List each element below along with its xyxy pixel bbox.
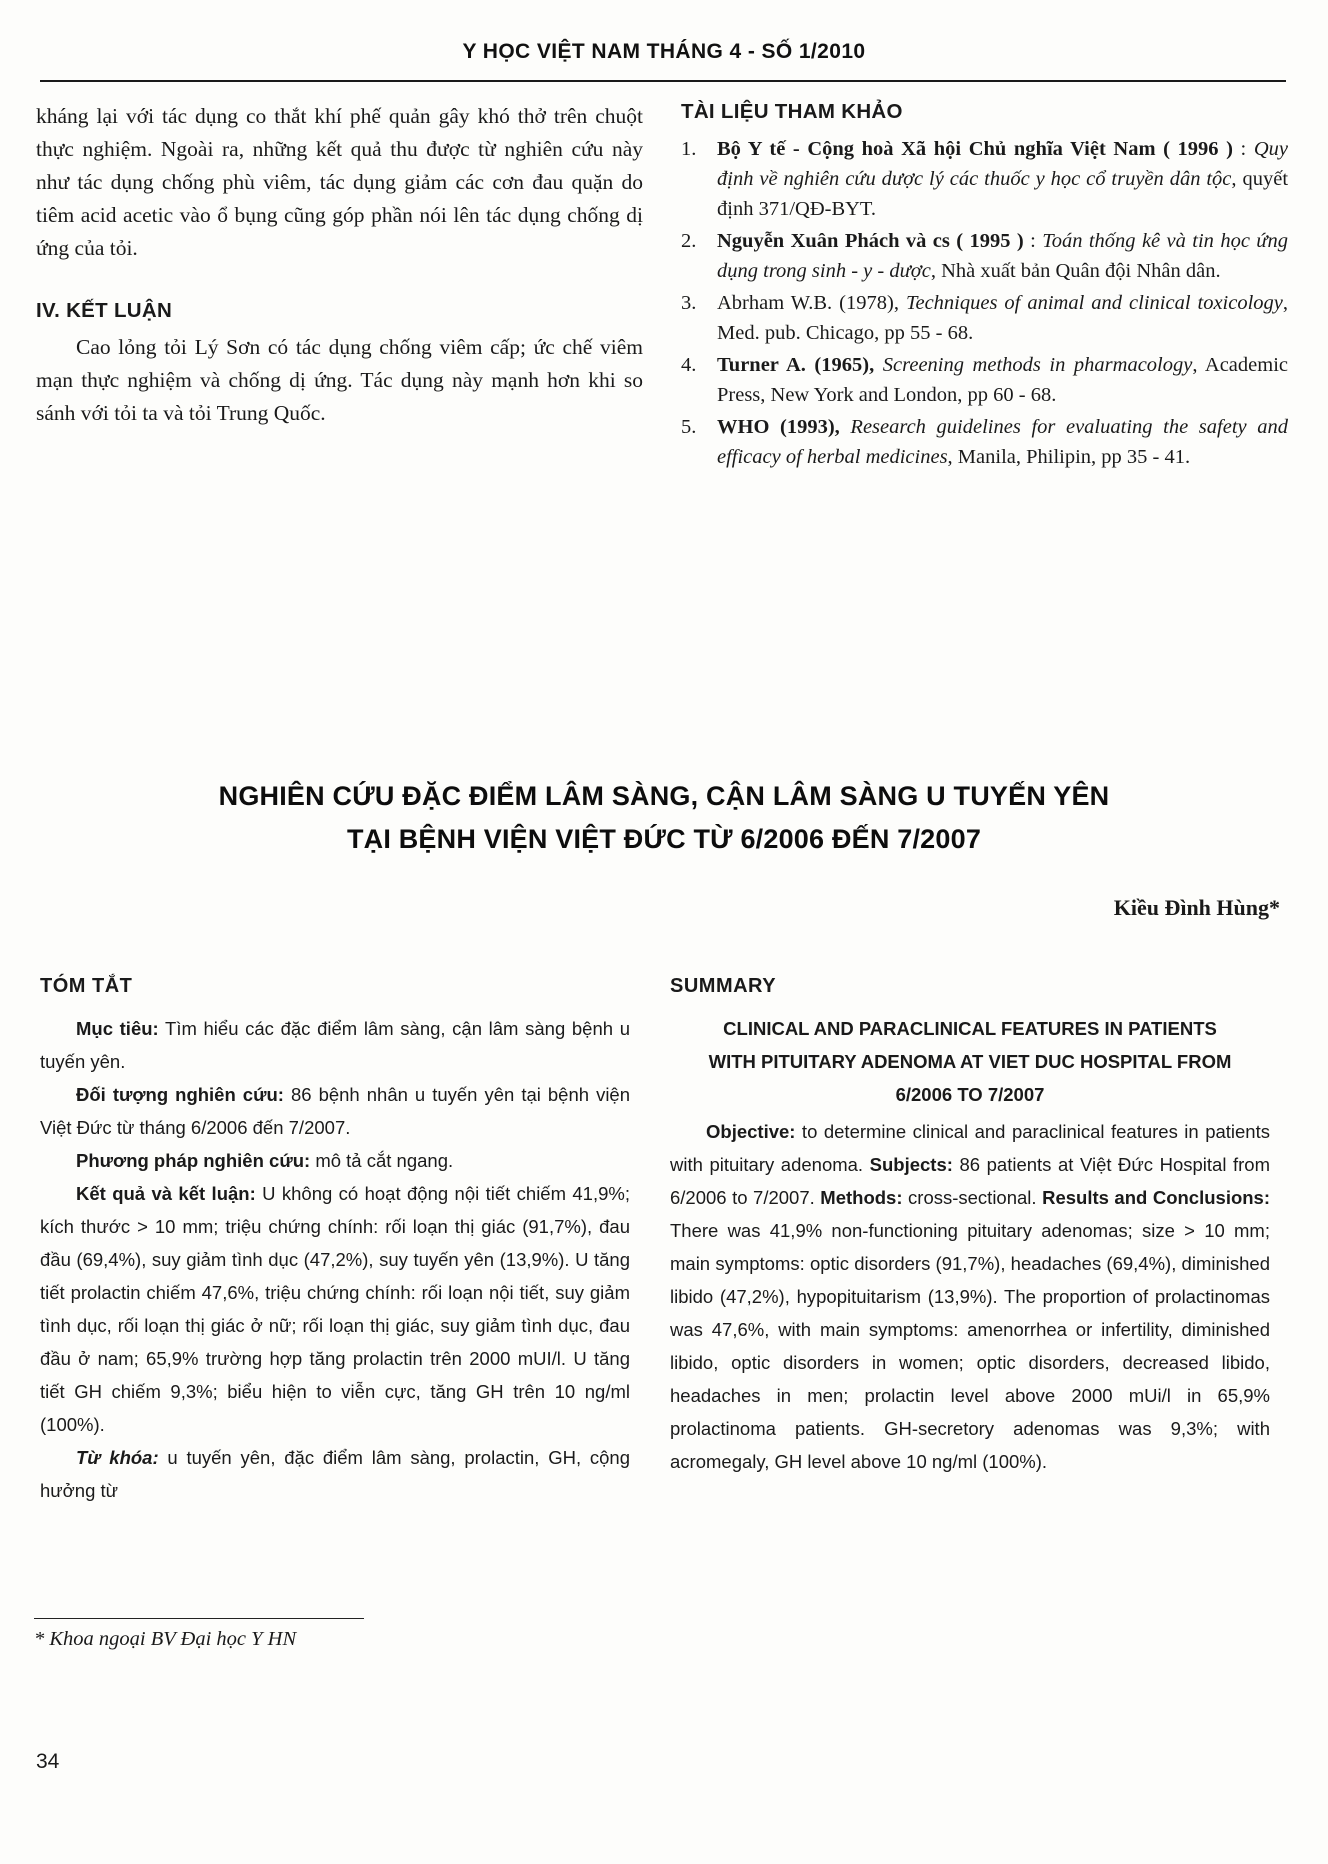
reference-rest: , Med. pub. Chicago, pp 55 - 68. xyxy=(717,292,1289,344)
abstract-en-paragraph xyxy=(670,1115,1270,1478)
abstract-vi-results-text: U không có hoạt động nội tiết chiếm 41,9%; kích thước > 10 mm; triệu chứng chính: rối loạn thị giác (91,7%), đau đầu (69,4%), suy giảm tình dục (47,2%), suy tuyến yên (13,9%). U tăng tiết prolactin chiếm 47,6%, triệu chứng chính: rối loạn nội tiết, suy giảm tình dục, rối loạn thị giác ở nữ; rối loạn thị giác, suy giảm tình dục, đau đầu ở nam; 65,9% trường hợp tăng prolactin trên 2000 mUI/l. U tăng tiết GH chiếm 9,3%; biểu hiện to viễn cực, tăng GH trên 10 ng/ml (100%). xyxy=(40,1183,630,1435)
continued-paragraph-block xyxy=(36,100,643,265)
reference-separator: : xyxy=(1023,230,1043,252)
reference-title: Research guidelines for evaluating the safety and efficacy of herbal medicines xyxy=(717,416,1288,468)
reference-rest: , quyết định 371/QĐ-BYT. xyxy=(717,168,1289,220)
article-title-line-1: NGHIÊN CỨU ĐẶC ĐIỂM LÂM SÀNG, CẬN LÂM SÀNG U TUYẾN YÊN xyxy=(218,781,1110,811)
reference-authors: Turner A. (1965), xyxy=(717,354,875,376)
abstract-vi-subjects-label: Đối tượng nghiên cứu: xyxy=(76,1084,284,1105)
abstract-en-subjects-text: 86 patients at Việt Đức Hospital from 6/2006 to 7/2007. xyxy=(670,1154,1270,1208)
reference-separator xyxy=(899,292,906,314)
conclusion-heading: IV. KẾT LUẬN xyxy=(36,299,173,322)
reference-authors: WHO (1993), xyxy=(717,416,840,438)
abstract-vi-subjects xyxy=(40,1078,630,1144)
reference-separator xyxy=(874,354,883,376)
reference-title: Toán thống kê và tin học ứng dụng trong sinh - y - dược xyxy=(717,230,1288,282)
page-number: 34 xyxy=(36,1750,60,1773)
reference-separator xyxy=(840,416,851,438)
footnote-divider xyxy=(34,1618,364,1619)
abstract-vi-objective-text: Tìm hiểu các đặc điểm lâm sàng, cận lâm sàng bệnh u tuyến yên. xyxy=(40,1018,630,1072)
reference-authors: Nguyễn Xuân Phách và cs ( 1995 ) xyxy=(717,230,1024,252)
abstract-vi-methods xyxy=(40,1144,630,1177)
left-column xyxy=(36,100,643,474)
reference-item xyxy=(681,412,1288,472)
abstract-vi-methods-label: Phương pháp nghiên cứu: xyxy=(76,1150,311,1171)
abstract-en-title-line-3: 6/2006 TO 7/2007 xyxy=(895,1084,1045,1105)
reference-item xyxy=(681,134,1288,224)
references-list xyxy=(681,134,1288,472)
abstract-en-heading: SUMMARY xyxy=(670,975,777,997)
abstract-en-methods-label: Methods: xyxy=(820,1187,903,1208)
author-affiliation-footnote: * Khoa ngoại BV Đại học Y HN xyxy=(34,1628,297,1650)
abstract-vi-objective xyxy=(40,1012,630,1078)
abstract-en-subjects-label: Subjects: xyxy=(869,1154,953,1175)
abstract-en-title xyxy=(670,1012,1270,1111)
reference-number: 4. xyxy=(681,354,697,376)
article-author: Kiều Đình Hùng* xyxy=(1113,895,1280,920)
abstract-en-methods-text: cross-sectional. xyxy=(902,1187,1043,1208)
abstract-vi-keywords-text: u tuyến yên, đặc điểm lâm sàng, prolactin, GH, cộng hưởng từ xyxy=(40,1447,630,1501)
running-header: Y HỌC VIỆT NAM THÁNG 4 - SỐ 1/2010 xyxy=(462,40,866,63)
abstract-vi-heading: TÓM TẮT xyxy=(40,975,133,997)
reference-rest: , Manila, Philipin, pp 35 - 41. xyxy=(947,446,1191,468)
abstract-vi-results xyxy=(40,1177,630,1441)
article-title-line-2: TẠI BỆNH VIỆN VIỆT ĐỨC TỪ 6/2006 ĐẾN 7/2007 xyxy=(346,824,982,854)
abstract-two-column-block xyxy=(40,975,1288,1507)
abstract-vi-keywords xyxy=(40,1441,630,1507)
reference-item xyxy=(681,288,1288,348)
abstract-en-results-label: Results and Conclusions: xyxy=(1042,1187,1271,1208)
reference-item xyxy=(681,226,1288,286)
references-heading: TÀI LIỆU THAM KHẢO xyxy=(681,100,903,123)
abstract-vi-keywords-label: Từ khóa: xyxy=(76,1447,159,1468)
reference-rest: , Nhà xuất bản Quân đội Nhân dân. xyxy=(930,260,1221,282)
abstract-vi-results-label: Kết quả và kết luận: xyxy=(76,1183,256,1204)
abstract-en-title-line-1: CLINICAL AND PARACLINICAL FEATURES IN PATIENTS xyxy=(723,1018,1217,1039)
reference-title: Quy định về nghiên cứu dược lý các thuốc y học cổ truyền dân tộc xyxy=(717,138,1288,190)
reference-text xyxy=(717,226,1288,286)
continued-paragraph: kháng lại với tác dụng co thắt khí phế quản gây khó thở trên chuột thực nghiệm. Ngoài ra, những kết quả thu được từ nghiên cứu này như tác dụng chống phù viêm, tác dụng giảm các cơn đau quặn do tiêm acid acetic vào ổ bụng cũng góp phần nói lên tác dụng chống dị ứng của tỏi. xyxy=(36,104,643,260)
right-column xyxy=(681,100,1288,474)
abstract-en-objective-text: to determine clinical and paraclinical features in patients with pituitary adenoma. xyxy=(670,1121,1270,1175)
reference-text xyxy=(717,134,1288,224)
reference-authors: Abrham W.B. (1978), xyxy=(717,292,899,314)
abstract-vietnamese xyxy=(40,975,630,1507)
reference-rest: , Academic Press, New York and London, pp 60 - 68. xyxy=(717,354,1288,406)
reference-number: 3. xyxy=(681,292,697,314)
reference-item xyxy=(681,350,1288,410)
abstract-vi-objective-label: Mục tiêu: xyxy=(76,1018,159,1039)
reference-title: Techniques of animal and clinical toxicology xyxy=(905,292,1283,314)
abstract-english xyxy=(670,975,1270,1507)
header-divider xyxy=(40,80,1286,82)
article-title xyxy=(60,775,1268,861)
reference-text xyxy=(717,350,1288,410)
reference-number: 2. xyxy=(681,230,697,252)
abstract-vi-methods-text: mô tả cắt ngang. xyxy=(310,1150,454,1171)
reference-title: Screening methods in pharmacology xyxy=(882,354,1193,376)
conclusion-paragraph: Cao lỏng tỏi Lý Sơn có tác dụng chống viêm cấp; ức chế viêm mạn thực nghiệm và chống dị ứng. Tác dụng này mạnh hơn khi so sánh với tỏi ta và tỏi Trung Quốc. xyxy=(36,335,643,425)
abstract-en-body xyxy=(670,1115,1270,1478)
abstract-en-results-text: There was 41,9% non-functioning pituitary adenomas; size > 10 mm; main symptoms: optic disorders (91,7%), headaches (69,4%), diminished libido (47,2%), hypopituitarism (13,9%). The proportion of prolactinomas was 47,6%, with main symptoms: amenorrhea or infertility, diminished libido, optic disorders in women; optic disorders, decreased libido, headaches in men; prolactin level above 2000 mUi/l in 65,9% prolactinoma patients. GH-secretory adenomas was 9,3%; with acromegaly, GH level above 10 ng/ml (100%). xyxy=(670,1220,1270,1472)
reference-authors: Bộ Y tế - Cộng hoà Xã hội Chủ nghĩa Việt Nam ( 1996 ) xyxy=(717,138,1233,160)
reference-number: 1. xyxy=(681,138,697,160)
abstract-vi-subjects-text: 86 bệnh nhân u tuyến yên tại bệnh viện Việt Đức từ tháng 6/2006 đến 7/2007. xyxy=(40,1084,631,1138)
top-two-column-block xyxy=(36,100,1288,474)
reference-text xyxy=(717,412,1288,472)
reference-number: 5. xyxy=(681,416,697,438)
reference-separator: : xyxy=(1232,138,1254,160)
abstract-en-title-line-2: WITH PITUITARY ADENOMA AT VIET DUC HOSPITAL FROM xyxy=(708,1051,1232,1072)
conclusion-block xyxy=(36,331,643,430)
reference-text xyxy=(717,288,1288,348)
abstract-en-objective-label: Objective: xyxy=(706,1121,796,1142)
abstract-vi-body xyxy=(40,1012,630,1507)
